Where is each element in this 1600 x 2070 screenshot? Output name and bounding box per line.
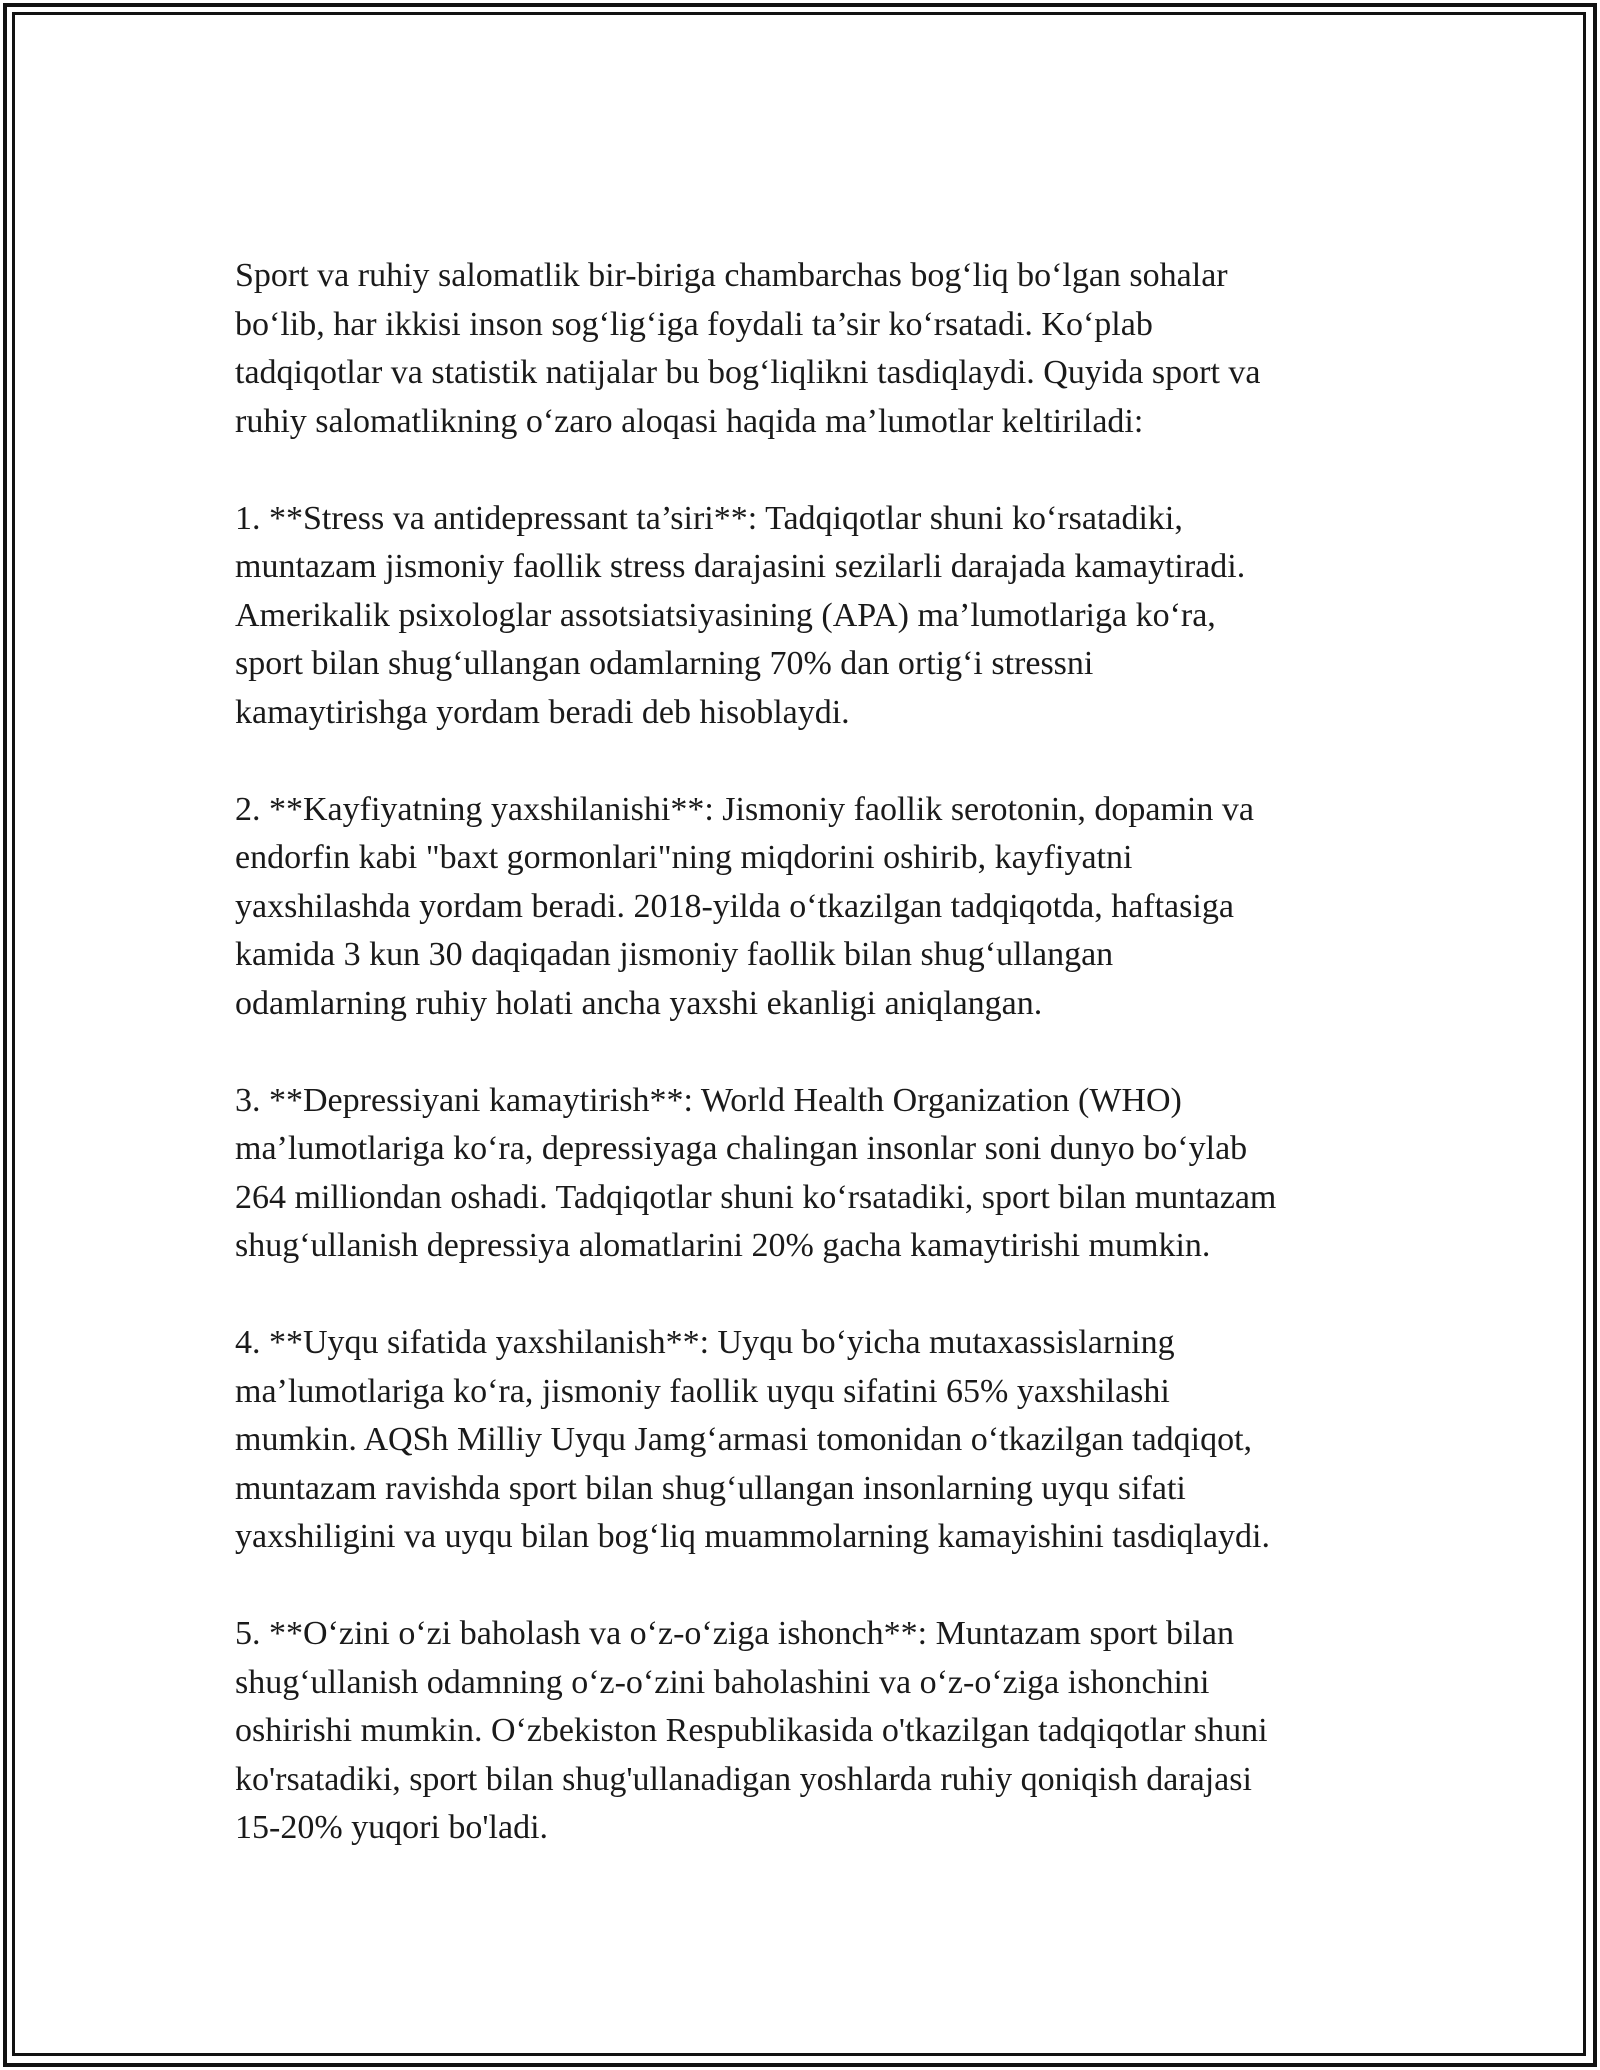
text-line: muntazam jismoniy faollik stress darajasini sezilarli darajada kamaytiradi. [235,548,1246,585]
text-line: mumkin. AQSh Milliy Uyqu Jamg‘armasi tomonidan o‘tkazilgan tadqiqot, [235,1421,1253,1458]
text-line: tadqiqotlar va statistik natijalar bu bog‘liqlikni tasdiqlaydi. Quyida sport va [235,354,1261,391]
point-5-self-esteem-paragraph [235,1610,1390,1853]
text-line: 4. **Uyqu sifatida yaxshilanish**: Uyqu bo‘yicha mutaxassislarning [235,1324,1175,1361]
point-1-stress-paragraph [235,495,1390,738]
text-line: Amerikalik psixologlar assotsiatsiyasining (APA) ma’lumotlariga ko‘ra, [235,596,1216,634]
text-line: 15-20% yuqori bo'ladi. [235,1809,549,1846]
text-line: 2. **Kayfiyatning yaxshilanishi**: Jismoniy faollik serotonin, dopamin va [235,790,1254,828]
text-line: ruhiy salomatlikning o‘zaro aloqasi haqida ma’lumotlar keltiriladi: [235,402,1144,440]
text-line: yaxshiligini va uyqu bilan bog‘liq muammolarning kamayishini tasdiqlaydi. [235,1518,1270,1555]
text-line: shug‘ullanish odamning o‘z-o‘zini baholashini va o‘z-o‘ziga ishonchini [235,1663,1210,1701]
text-line: 1. **Stress va antidepressant ta’siri**: Tadqiqotlar shuni ko‘rsatadiki, [235,499,1183,537]
text-line: Sport va ruhiy salomatlik bir-biriga chambarchas bog‘liq bo‘lgan sohalar [235,257,1228,294]
text-line: kamida 3 kun 30 daqiqadan jismoniy faollik bilan shug‘ullangan [235,936,1114,973]
intro-paragraph [235,252,1390,446]
text-line: ko'rsatadiki, sport bilan shug'ullanadigan yoshlarda ruhiy qoniqish darajasi [235,1760,1252,1798]
point-3-depression-paragraph [235,1077,1390,1271]
text-line: endorfin kabi "baxt gormonlari"ning miqdorini oshirib, kayfiyatni [235,839,1133,876]
text-line: odamlarning ruhiy holati ancha yaxshi ekanligi aniqlangan. [235,984,1043,1022]
text-line: 264 milliondan oshadi. Tadqiqotlar shuni ko‘rsatadiki, sport bilan muntazam [235,1178,1277,1216]
point-2-mood-paragraph [235,786,1390,1029]
text-line: ma’lumotlariga ko‘ra, jismoniy faollik uyqu sifatini 65% yaxshilashi [235,1372,1170,1410]
text-line: kamaytirishga yordam beradi deb hisoblaydi. [235,693,850,731]
text-line: bo‘lib, har ikkisi inson sog‘lig‘iga foydali ta’sir ko‘rsatadi. Ko‘plab [235,305,1153,343]
text-line: 5. **O‘zini o‘zi baholash va o‘z-o‘ziga ishonch**: Muntazam sport bilan [235,1615,1234,1652]
point-4-sleep-paragraph [235,1319,1390,1562]
text-line: oshirishi mumkin. O‘zbekiston Respublikasida o'tkazilgan tadqiqotlar shuni [235,1712,1268,1749]
text-line: shug‘ullanish depressiya alomatlarini 20% gacha kamaytirishi mumkin. [235,1227,1211,1264]
text-line: 3. **Depressiyani kamaytirish**: World Health Organization (WHO) [235,1081,1182,1119]
text-line: muntazam ravishda sport bilan shug‘ullangan insonlarning uyqu sifati [235,1469,1186,1507]
text-line: ma’lumotlariga ko‘ra, depressiyaga chalingan insonlar soni dunyo bo‘ylab [235,1130,1248,1167]
document-body [235,252,1390,1853]
text-line: yaxshilashda yordam beradi. 2018-yilda o‘tkazilgan tadqiqotda, haftasiga [235,887,1234,925]
text-line: sport bilan shug‘ullangan odamlarning 70% dan ortig‘i stressni [235,645,1094,682]
